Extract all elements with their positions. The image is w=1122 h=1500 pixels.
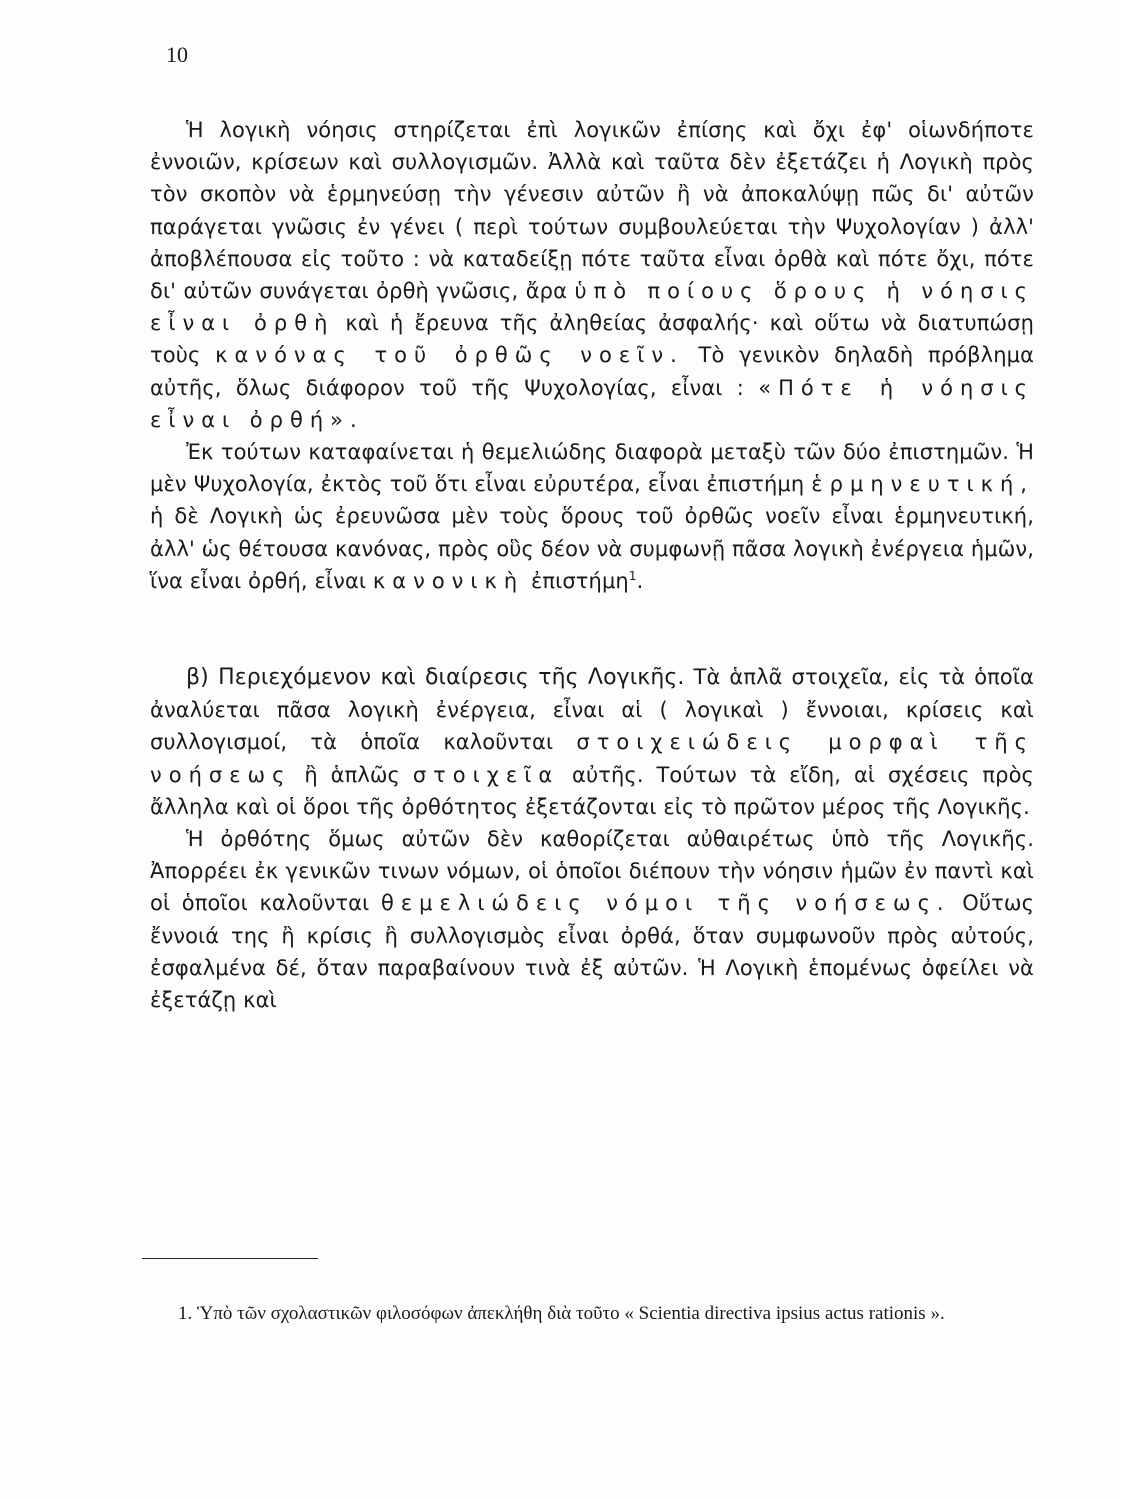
paragraph-3-text-a: Τὰ ἁπλᾶ στοιχεῖα, εἰς τὰ ὁποῖα ἀναλύεται πᾶσα λογικὴ ἐνέργεια, εἶναι αἱ ( λογικαὶ ) ἔννοιαι, κρίσεις καὶ συλλογισμοί, τὰ ὁποῖα καλοῦνται bbox=[150, 665, 1034, 755]
paragraph-4-text-a: Ἡ ὀρθότης ὅμως αὐτῶν δὲν καθορίζεται αὐθαιρέτως ὑπὸ τῆς Λογικῆς. Ἀπορρέει ἐκ γενικῶν τινων νόμων, οἱ ὁποῖοι διέπουν τὴν νόησιν ἡμῶν ἐν παντὶ καὶ οἱ ὁποῖοι καλοῦνται bbox=[150, 827, 1034, 916]
paragraph-2-text-b: ἡ δὲ Λογικὴ ὡς ἐρευνῶσα μὲν τοὺς ὅρους τοῦ ὀρθῶς νοεῖν εἶναι ἑρμηνευτική, ἀλλ' ὡς θέτουσα κανόνας, πρὸς οὓς δέον νὰ συμφωνῇ πᾶσα λογικὴ ἐνέργεια ἡμῶν, ἵνα εἶναι ὀρθή, εἶναι bbox=[150, 504, 1034, 593]
paragraph-3-spaced-b: στοιχεῖα bbox=[412, 762, 560, 787]
paragraph-2-spaced-a: ἑρμηνευτική, bbox=[811, 472, 1034, 497]
paragraph-4-text-b: Οὕτως ἔννοιά της ἢ κρίσις ἢ συλλογισμὸς εἶναι ὀρθά, ὅταν συμφωνοῦν πρὸς αὐτούς, ἐσφαλμένα δέ, ὅταν παραβαίνουν τινὰ ἐξ αὐτῶν. Ἡ Λογικὴ ἑπομένως ὀφείλει νὰ ἐξετάζῃ καὶ bbox=[150, 891, 1034, 1013]
paragraph-1-text-c: Τὸ γενικὸν δηλαδὴ πρόβλημα αὐτῆς, ὅλως διάφορον τοῦ τῆς Ψυχολογίας, εἶναι : bbox=[150, 343, 1035, 400]
paragraph-1-text-a: Ἡ λογικὴ νόησις στηρίζεται ἐπὶ λογικῶν ἐπίσης καὶ ὄχι ἐφ' οἱωνδήποτε ἐννοιῶν, κρίσεων καὶ συλλογισμῶν. Ἀλλὰ καὶ ταῦτα δὲν ἐξετάζει ἡ Λογικὴ πρὸς τὸν σκοπὸν νὰ ἑρμηνεύσῃ τὴν γένεσιν αὐτῶν ἢ νὰ ἀποκαλύψῃ πῶς δι' αὐτῶν παράγεται γνῶσις ἐν γένει ( περὶ τούτων συμβουλεύεται τὴν Ψυχολογίαν ) ἀλλ' ἀποβλέπουσα εἰς τοῦτο : νὰ καταδείξῃ πότε ταῦτα εἶναι ὀρθὰ καὶ πότε ὄχι, πότε δι' αὐτῶν συνάγεται ὀρθὴ γνῶσις, ἄρα bbox=[150, 118, 1034, 304]
paragraph-3 bbox=[150, 661, 1034, 823]
footnote: 1. Ὑπὸ τῶν σχολαστικῶν φιλοσόφων ἀπεκλήθη διὰ τοῦτο « Scientia directiva ipsius actus rationis ». bbox=[178, 1303, 945, 1324]
paragraph-3-text-c: αὐτῆς. Τούτων τὰ εἴδη, αἱ σχέσεις πρὸς ἄλληλα καὶ οἱ ὅροι τῆς ὀρθότητος ἐξετάζονται εἰς τὸ πρῶτον μέρος τῆς Λογικῆς. bbox=[150, 762, 1034, 819]
paragraph-1-spaced-a: ὑπὸ ποίους ὅρους ἡ νόησις εἶναι ὀρθὴ bbox=[150, 279, 1034, 336]
paragraph-2-text-c: ἐπιστήμη bbox=[530, 568, 629, 593]
paragraph-2-spaced-b: κανονικὴ bbox=[372, 568, 525, 593]
paragraph-2-text-a: Ἐκ τούτων καταφαίνεται ἡ θεμελιώδης διαφορὰ μεταξὺ τῶν δύο ἐπιστημῶν. Ἡ μὲν Ψυχολογία, ἐκτὸς τοῦ ὅτι εἶναι εὐρυτέρα, εἶναι ἐπιστήμη bbox=[150, 440, 1034, 497]
paragraph-3-spaced-a: στοιχειώδεις μορφαὶ τῆς νοήσεως bbox=[150, 730, 1034, 787]
body-text bbox=[150, 114, 1034, 1016]
paragraph-4-spaced-a: θεμελιώδεις νόμοι τῆς νοήσεως. bbox=[380, 891, 951, 916]
paragraph-1-spaced-b: κανόνας τοῦ ὀρθῶς νοεῖν. bbox=[215, 343, 684, 368]
footnote-rule bbox=[142, 1258, 318, 1259]
paragraph-3-text-b: ἢ ἁπλῶς bbox=[304, 762, 400, 787]
paragraph-2-end: . bbox=[636, 568, 644, 593]
paragraph-4 bbox=[150, 823, 1034, 1016]
paragraph-2 bbox=[150, 436, 1034, 597]
section-heading: β) Περιεχόμενον καὶ διαίρεσις τῆς Λογικῆς. bbox=[186, 665, 685, 691]
page-number: 10 bbox=[166, 42, 188, 67]
paragraph-1-spaced-c: «Πότε ἡ νόησις εἶναι ὀρθή». bbox=[150, 375, 1035, 432]
paragraph-1-text-b: καὶ ἡ ἔρευνα τῆς ἀληθείας ἀσφαλής· καὶ οὕτω νὰ διατυπώσῃ τοὺς bbox=[150, 311, 1034, 368]
section-gap bbox=[150, 597, 1034, 661]
footnote-marker: 1 bbox=[628, 568, 637, 583]
paragraph-1 bbox=[150, 114, 1034, 436]
